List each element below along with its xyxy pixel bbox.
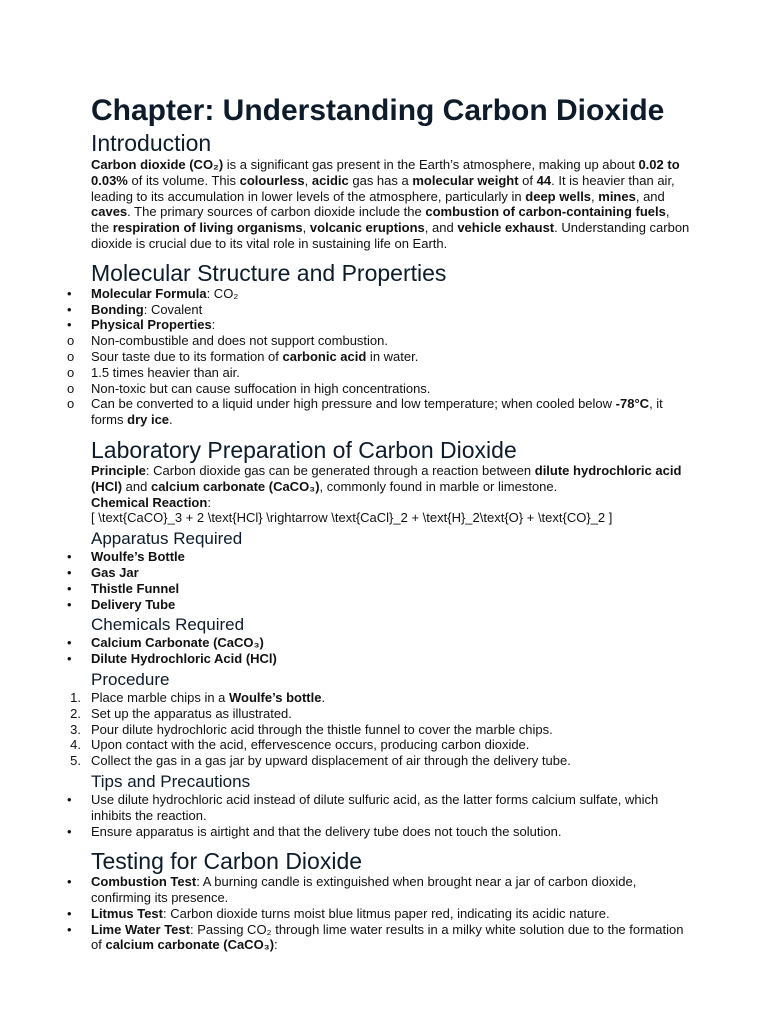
list-marker: o [67, 380, 75, 396]
list-item: • Bonding: Covalent [67, 301, 203, 317]
list-marker: o [67, 396, 75, 412]
list-item: • Litmus Test: Carbon dioxide turns moist blue litmus paper red, indicating its acidic nature. [67, 905, 610, 921]
list-marker: 3. [70, 721, 81, 737]
chemicals-heading: Chemicals Required [91, 615, 245, 635]
document-content [67, 92, 691, 953]
list-marker: o [67, 333, 75, 349]
list-marker: • [67, 651, 72, 667]
list-item: 3. Pour dilute hydrochloric acid through the thistle funnel to cover the marble chips. [91, 722, 691, 738]
list-item: o Sour taste due to its formation of carbonic acid in water. [67, 348, 419, 364]
list-marker: • [67, 823, 72, 839]
chapter-title: Chapter: Understanding Carbon Dioxide [91, 94, 665, 127]
procedure-heading: Procedure [91, 669, 170, 689]
chemical-reaction-label: Chemical Reaction: [91, 494, 211, 510]
molecular-heading: Molecular Structure and Properties [91, 259, 447, 286]
list-marker: • [67, 635, 72, 651]
list-item: 1. Place marble chips in a Woulfe’s bottle. [91, 690, 691, 706]
list-marker: • [67, 285, 72, 301]
tips-list [67, 791, 691, 839]
lab-preparation-heading: Laboratory Preparation of Carbon Dioxide [91, 436, 517, 463]
list-marker: • [67, 921, 72, 937]
list-marker: o [67, 364, 75, 380]
list-item: • Lime Water Test: Passing CO₂ through lime water results in a milky white solution due to the formation of calcium carbonate (CaCO₃): [67, 921, 684, 953]
list-item: o 1.5 times heavier than air. [67, 364, 240, 380]
principle-paragraph: Principle: Carbon dioxide gas can be generated through a reaction between dilute hydrochloric acid (HCl) and calcium carbonate (CaCO₃), commonly found in marble or limestone. [91, 462, 682, 494]
list-marker: • [67, 905, 72, 921]
list-marker: • [67, 549, 72, 565]
list-item: • Use dilute hydrochloric acid instead of dilute sulfuric acid, as the latter forms calcium sulfate, which inhibits the reaction. [67, 791, 659, 823]
list-marker: • [67, 301, 72, 317]
list-marker: • [67, 874, 72, 890]
list-item: o Non-combustible and does not support combustion. [67, 333, 389, 349]
list-item: 4. Upon contact with the acid, effervescence occurs, producing carbon dioxide. [91, 737, 691, 753]
list-marker: 1. [70, 689, 81, 705]
molecular-properties-list [67, 285, 691, 428]
list-marker: 5. [70, 753, 81, 769]
apparatus-list [67, 549, 691, 612]
tips-heading: Tips and Precautions [91, 771, 251, 791]
list-item: o Can be converted to a liquid under high pressure and low temperature; when cooled below -78°C, it forms dry ice. [67, 396, 663, 428]
introduction-heading: Introduction [91, 130, 212, 156]
list-item: • Thistle Funnel [67, 580, 180, 596]
list-item: • Ensure apparatus is airtight and that the delivery tube does not touch the solution. [67, 823, 562, 839]
list-item: 2. Set up the apparatus as illustrated. [91, 706, 691, 722]
apparatus-heading: Apparatus Required [91, 529, 243, 549]
chemicals-list [67, 635, 691, 667]
testing-list [67, 874, 691, 953]
list-marker: • [67, 791, 72, 807]
list-item: • Combustion Test: A burning candle is extinguished when brought near a jar of carbon dioxide, confirming its presence. [67, 874, 637, 906]
list-marker: • [67, 580, 72, 596]
list-marker: • [67, 596, 72, 612]
list-marker: • [67, 317, 72, 333]
list-item: • Molecular Formula: CO₂ [67, 285, 239, 301]
list-item: • Gas Jar [67, 564, 139, 580]
list-item: o Non-toxic but can cause suffocation in high concentrations. [67, 380, 431, 396]
testing-heading: Testing for Carbon Dioxide [91, 848, 363, 875]
list-marker: o [67, 348, 75, 364]
introduction-paragraph: Carbon dioxide (CO₂) is a significant gas present in the Earth’s atmosphere, making up about 0.02 to 0.03% of its volume. This colourless, acidic gas has a molecular weight of 44. It is heavier than air, leading to its accumulation in lower levels of the atmosphere, particularly in deep wells, mines, and caves. The primary sources of carbon dioxide include the combustion of carbon-containing fuels, the respiration of living organisms, volcanic eruptions, and vehicle exhaust. Understanding carbon dioxide is crucial due to its vital role in sustaining life on Earth. [91, 157, 690, 251]
list-item: • Physical Properties: [67, 317, 216, 333]
list-item: • Calcium Carbonate (CaCO₃) [67, 635, 264, 651]
list-marker: • [67, 564, 72, 580]
list-item: 5. Collect the gas in a gas jar by upward displacement of air through the delivery tube. [91, 753, 691, 769]
list-item: • Delivery Tube [67, 596, 176, 612]
list-marker: 4. [70, 737, 81, 753]
chemical-reaction-equation: [ \text{CaCO}_3 + 2 \text{HCl} \rightarrow \text{CaCl}_2 + \text{H}_2\text{O} + \text{CO}_2 ] [91, 510, 613, 526]
list-item: • Dilute Hydrochloric Acid (HCl) [67, 651, 277, 667]
list-marker: 2. [70, 705, 81, 721]
procedure-list [70, 689, 691, 769]
list-item: • Woulfe’s Bottle [67, 549, 185, 565]
